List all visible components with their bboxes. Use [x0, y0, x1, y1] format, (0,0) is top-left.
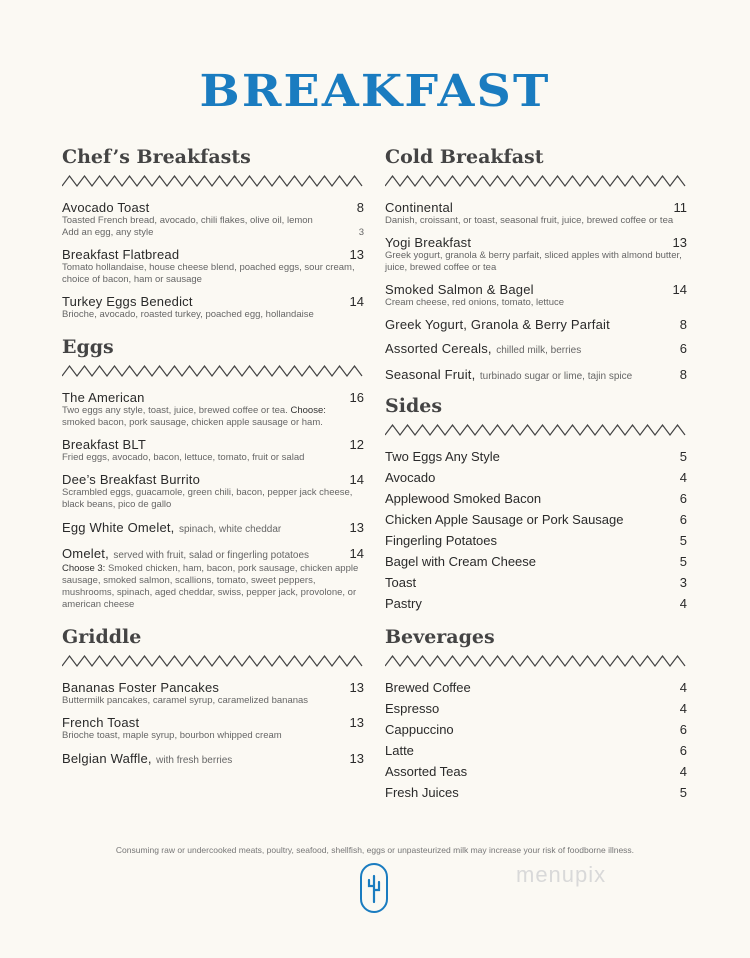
section-title: Sides: [385, 395, 443, 417]
menu-item: [62, 294, 364, 321]
zigzag-divider: [385, 654, 687, 668]
item-description: Brioche toast, maple syrup, bourbon whipped cream: [62, 730, 282, 741]
zigzag-divider: [62, 654, 364, 668]
item-name: Breakfast BLT: [62, 437, 147, 452]
menu-item: [385, 596, 687, 611]
item-name: Omelet,: [62, 546, 109, 561]
item-name: Avocado: [385, 470, 436, 485]
item-inline-description: spinach, white cheddar: [178, 524, 282, 535]
item-price: 4: [679, 680, 687, 695]
item-price: 14: [349, 294, 364, 309]
section-beverages: [385, 625, 687, 800]
item-name: The American: [62, 390, 145, 405]
menu-item: [385, 680, 687, 695]
item-name: Seasonal Fruit,: [385, 367, 476, 382]
right-column: [385, 145, 687, 806]
item-price: 5: [679, 449, 687, 464]
page-title: BREAKFAST: [199, 66, 551, 117]
item-name: Applewood Smoked Bacon: [385, 491, 542, 506]
zigzag-divider: [62, 364, 364, 378]
item-description: Fried eggs, avocado, bacon, lettuce, tomato, fruit or salad: [62, 452, 305, 463]
item-description: Tomato hollandaise, house cheese blend, poached eggs, sour cream, choice of bacon, ham or sausage: [62, 262, 355, 285]
menu-item: [62, 472, 364, 511]
item-name: Fingerling Potatoes: [385, 533, 498, 548]
section-chefs-breakfasts: [62, 145, 364, 321]
item-price: 13: [672, 235, 687, 250]
item-name: Breakfast Flatbread: [62, 247, 180, 262]
item-name: Egg White Omelet,: [62, 520, 175, 535]
item-price: 4: [679, 764, 687, 779]
item-price: 12: [349, 437, 364, 452]
item-name: Pastry: [385, 596, 422, 611]
menu-item: [62, 750, 364, 768]
item-price: 5: [679, 785, 687, 800]
item-price: 6: [679, 743, 687, 758]
item-description: Two eggs any style, toast, juice, brewed coffee or tea. Choose: smoked bacon, pork sausage, chicken apple sausage or ham.: [62, 405, 326, 428]
item-name: Continental: [385, 200, 453, 215]
item-inline-description: with fresh berries: [156, 755, 233, 766]
item-price: 5: [679, 554, 687, 569]
item-name: Espresso: [385, 701, 440, 716]
item-price: 11: [673, 200, 687, 215]
item-price: 6: [679, 722, 687, 737]
item-name: Cappuccino: [385, 722, 454, 737]
item-name: Belgian Waffle,: [62, 751, 152, 766]
menu-item: [385, 533, 687, 548]
item-name: Latte: [385, 743, 414, 758]
item-price: 4: [679, 470, 687, 485]
item-addon: Add an egg, any style 3: [62, 227, 364, 238]
item-price: 16: [349, 390, 364, 405]
menu-item: [62, 390, 364, 429]
item-price: 6: [679, 341, 687, 356]
item-price: 4: [679, 596, 687, 611]
menu-item: [385, 200, 687, 227]
item-description: Brioche, avocado, roasted turkey, poached egg, hollandaise: [62, 309, 314, 320]
item-name: Smoked Salmon & Bagel: [385, 282, 534, 297]
zigzag-divider: [385, 423, 687, 437]
menu-item: [62, 437, 364, 464]
item-name: Bananas Foster Pancakes: [62, 680, 220, 695]
addon-price: 3: [358, 227, 364, 238]
item-name: Greek Yogurt, Granola & Berry Parfait: [385, 317, 610, 332]
section-sides: [385, 394, 687, 611]
section-title: Chef’s Breakfasts: [62, 146, 251, 168]
menu-item: [385, 340, 687, 358]
item-price: 5: [679, 533, 687, 548]
menu-item: [385, 366, 687, 384]
item-price: 14: [672, 282, 687, 297]
section-title: Cold Breakfast: [385, 146, 544, 168]
zigzag-divider: [62, 174, 364, 188]
menu-item: [385, 470, 687, 485]
menu-item: [62, 247, 364, 286]
menu-item: [62, 545, 364, 611]
menu-item: [385, 743, 687, 758]
section-title: Griddle: [62, 626, 142, 648]
menu-item: [385, 554, 687, 569]
section-griddle: [62, 625, 364, 768]
item-price: 8: [679, 367, 687, 382]
item-price: 14: [349, 472, 364, 487]
item-name: Avocado Toast: [62, 200, 150, 215]
menu-item: [62, 715, 364, 742]
item-name: Two Eggs Any Style: [385, 449, 500, 464]
item-name: French Toast: [62, 715, 140, 730]
menu-item: [385, 764, 687, 779]
item-description: Choose 3: Smoked chicken, ham, bacon, pork sausage, chicken apple sausage, smoked salmon, scallions, tomato, sweet peppers, mushrooms, spinach, aged cheddar, swiss, pepper jack, provolone, or american cheese: [62, 563, 359, 610]
item-price: 14: [349, 546, 364, 561]
menu-item: [385, 491, 687, 506]
item-price: 6: [679, 512, 687, 527]
item-description: Buttermilk pancakes, caramel syrup, caramelized bananas: [62, 695, 309, 706]
item-price: 3: [679, 575, 687, 590]
item-name: Yogi Breakfast: [385, 235, 472, 250]
item-price: 4: [679, 701, 687, 716]
item-description: Scrambled eggs, guacamole, green chili, bacon, pepper jack cheese, black beans, pico de gallo: [62, 487, 353, 510]
section-title: Beverages: [385, 626, 495, 648]
item-price: 8: [356, 200, 364, 215]
menu-item: [62, 519, 364, 537]
item-name: Assorted Teas: [385, 764, 468, 779]
item-name: Bagel with Cream Cheese: [385, 554, 537, 569]
item-name: Chicken Apple Sausage or Pork Sausage: [385, 512, 624, 527]
item-name: Turkey Eggs Benedict: [62, 294, 193, 309]
item-inline-description: served with fruit, salad or fingerling potatoes: [113, 550, 310, 561]
menu-item: [62, 200, 364, 239]
item-name: Toast: [385, 575, 417, 590]
item-name: Dee’s Breakfast Burrito: [62, 472, 201, 487]
allergy-disclaimer: Consuming raw or undercooked meats, poultry, seafood, shellfish, eggs or unpasteurized milk may increase your risk of foodborne illness.: [115, 845, 635, 855]
item-price: 8: [679, 317, 687, 332]
section-title: Eggs: [62, 336, 114, 358]
menu-item: [385, 701, 687, 716]
item-description: Greek yogurt, granola & berry parfait, sliced apples with almond butter, juice, brewed coffee or tea: [385, 250, 682, 273]
menu-item: [385, 235, 687, 274]
zigzag-divider: [385, 174, 687, 188]
item-name: Brewed Coffee: [385, 680, 471, 695]
menu-item: [385, 512, 687, 527]
left-column: [62, 145, 364, 776]
menu-item: [385, 317, 687, 332]
item-description: Cream cheese, red onions, tomato, lettuce: [385, 297, 565, 308]
menu-item: [385, 722, 687, 737]
watermark: menupix: [516, 862, 607, 887]
item-inline-description: chilled milk, berries: [496, 345, 582, 356]
item-price: 6: [679, 491, 687, 506]
item-price: 13: [349, 680, 364, 695]
cactus-icon: [359, 862, 389, 914]
item-description: Toasted French bread, avocado, chili flakes, olive oil, lemon: [62, 215, 313, 226]
menu-item: [385, 785, 687, 800]
item-price: 13: [349, 247, 364, 262]
menu-item: [385, 282, 687, 309]
item-description: Danish, croissant, or toast, seasonal fruit, juice, brewed coffee or tea: [385, 215, 674, 226]
item-price: 13: [349, 751, 364, 766]
item-price: 13: [349, 520, 364, 535]
menu-item: [385, 575, 687, 590]
item-name: Assorted Cereals,: [385, 341, 492, 356]
item-name: Fresh Juices: [385, 785, 459, 800]
menu-item: [62, 680, 364, 707]
section-eggs: [62, 335, 364, 611]
menu-item: [385, 449, 687, 464]
section-cold-breakfast: [385, 145, 687, 384]
item-price: 13: [349, 715, 364, 730]
item-inline-description: turbinado sugar or lime, tajin spice: [479, 371, 633, 382]
